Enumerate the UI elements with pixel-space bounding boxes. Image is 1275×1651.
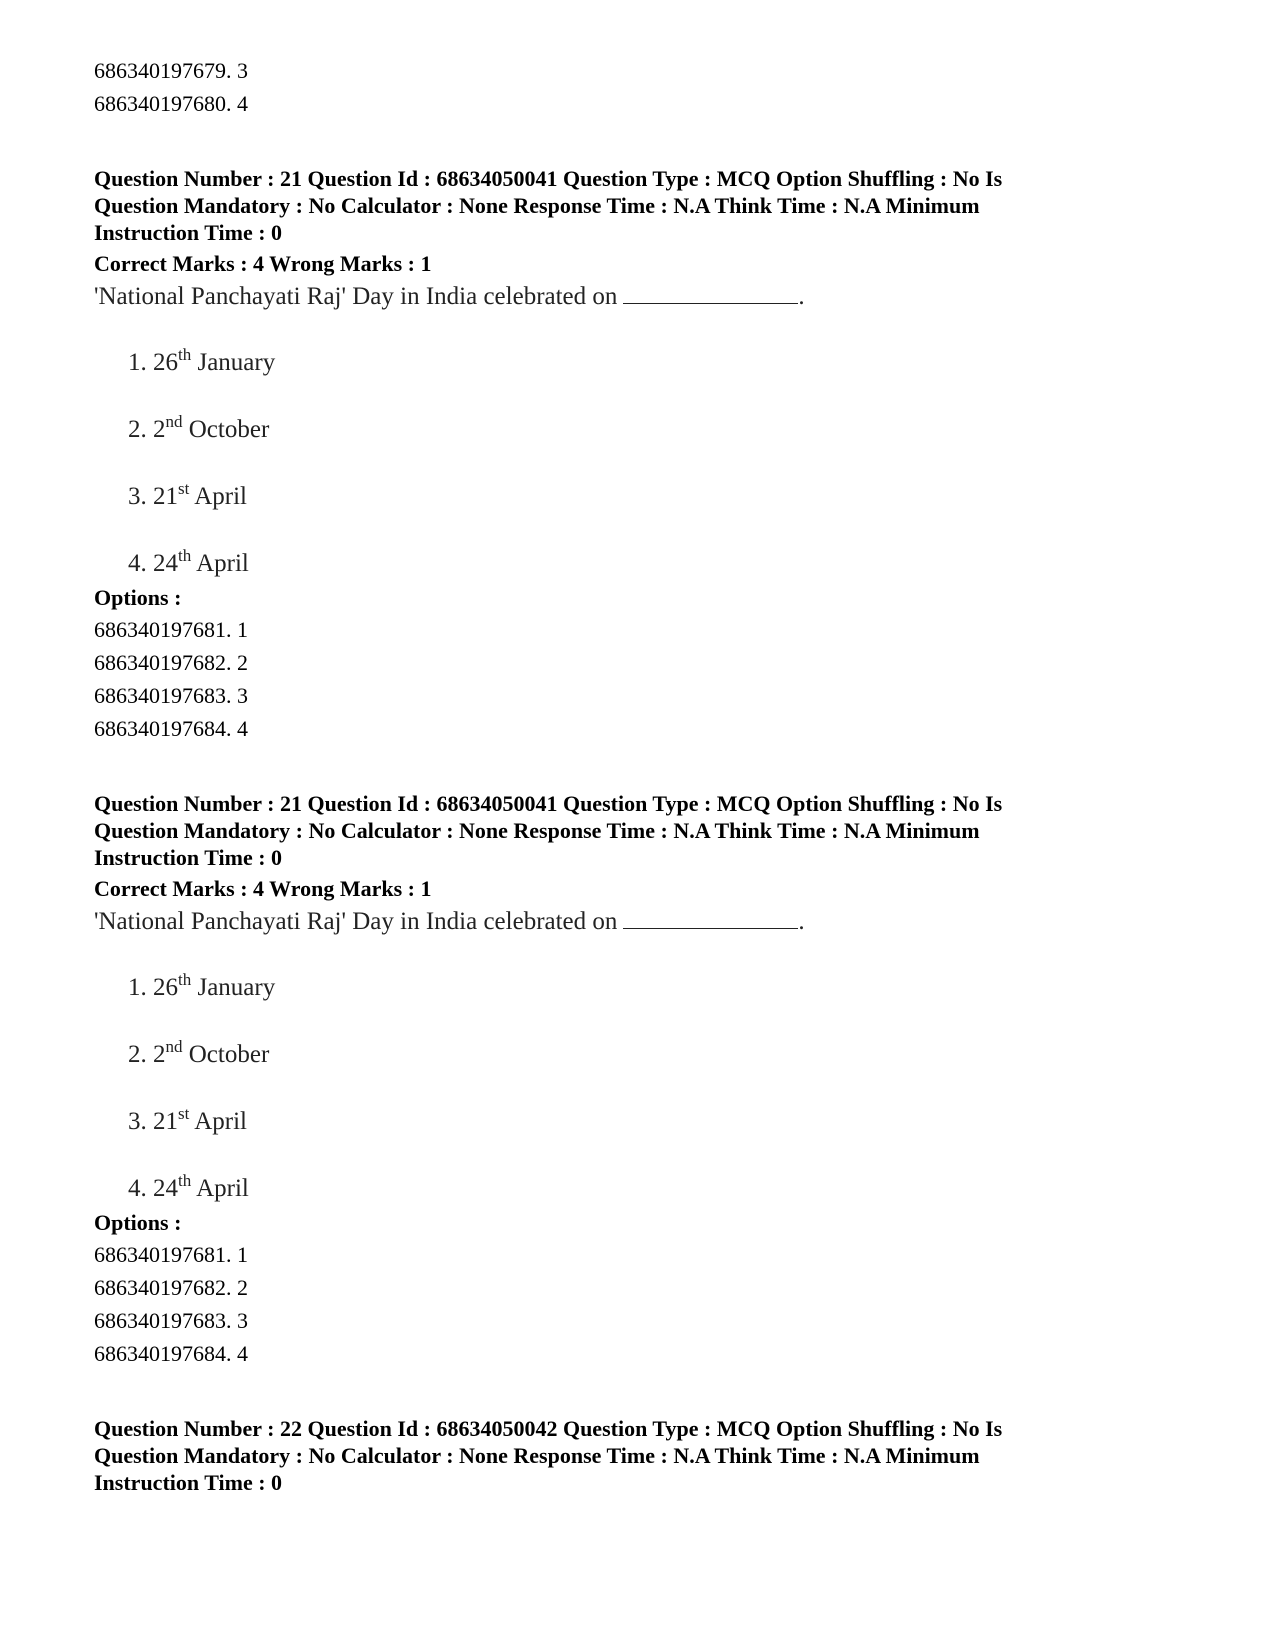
choice-item: 2. 2nd October	[128, 412, 270, 443]
marks-line: Correct Marks : 4 Wrong Marks : 1	[94, 876, 432, 901]
question-header-line: Question Mandatory : No Calculator : None Response Time : N.A Think Time : N.A Minimum	[94, 193, 980, 218]
question-header	[94, 790, 1094, 871]
marks-line: Correct Marks : 4 Wrong Marks : 1	[94, 251, 432, 276]
options-label: Options :	[94, 1210, 182, 1235]
option-line: 686340197682. 2	[94, 1275, 248, 1300]
question-header	[94, 1415, 1094, 1496]
option-line: 686340197682. 2	[94, 650, 248, 675]
option-line: 686340197681. 1	[94, 617, 248, 642]
choice-item: 3. 21st April	[128, 479, 247, 510]
choice-item: 4. 24th April	[128, 546, 249, 577]
choice-item: 2. 2nd October	[128, 1037, 270, 1068]
question-header-line: Question Number : 21 Question Id : 68634050041 Question Type : MCQ Option Shuffling : No Is	[94, 791, 1003, 816]
answer-blank	[623, 281, 798, 304]
question-text-body: 'National Panchayati Raj' Day in India celebrated on	[94, 283, 618, 310]
question-text	[94, 281, 805, 312]
question-header-line: Instruction Time : 0	[94, 845, 283, 870]
question-text-end: .	[798, 283, 805, 310]
choice-item: 3. 21st April	[128, 1104, 247, 1135]
question-header-line: Question Number : 22 Question Id : 68634050042 Question Type : MCQ Option Shuffling : No Is	[94, 1416, 1003, 1441]
option-line: 686340197681. 1	[94, 1242, 248, 1267]
question-text	[94, 906, 805, 937]
choice-item: 4. 24th April	[128, 1171, 249, 1202]
question-header-line: Instruction Time : 0	[94, 1470, 283, 1495]
question-header-line: Instruction Time : 0	[94, 220, 283, 245]
option-line: 686340197683. 3	[94, 683, 248, 708]
option-line: 686340197680. 4	[94, 91, 248, 116]
option-line: 686340197684. 4	[94, 1341, 248, 1366]
question-header-line: Question Number : 21 Question Id : 68634050041 Question Type : MCQ Option Shuffling : No Is	[94, 166, 1003, 191]
option-line: 686340197679. 3	[94, 58, 248, 83]
options-label: Options :	[94, 585, 182, 610]
question-header-line: Question Mandatory : No Calculator : None Response Time : N.A Think Time : N.A Minimum	[94, 818, 980, 843]
question-text-end: .	[798, 908, 805, 935]
choice-item: 1. 26th January	[128, 345, 276, 376]
answer-blank	[623, 906, 798, 929]
question-header	[94, 165, 1094, 246]
option-line: 686340197683. 3	[94, 1308, 248, 1333]
option-line: 686340197684. 4	[94, 716, 248, 741]
choice-item: 1. 26th January	[128, 970, 276, 1001]
question-header-line: Question Mandatory : No Calculator : None Response Time : N.A Think Time : N.A Minimum	[94, 1443, 980, 1468]
question-text-body: 'National Panchayati Raj' Day in India celebrated on	[94, 908, 618, 935]
